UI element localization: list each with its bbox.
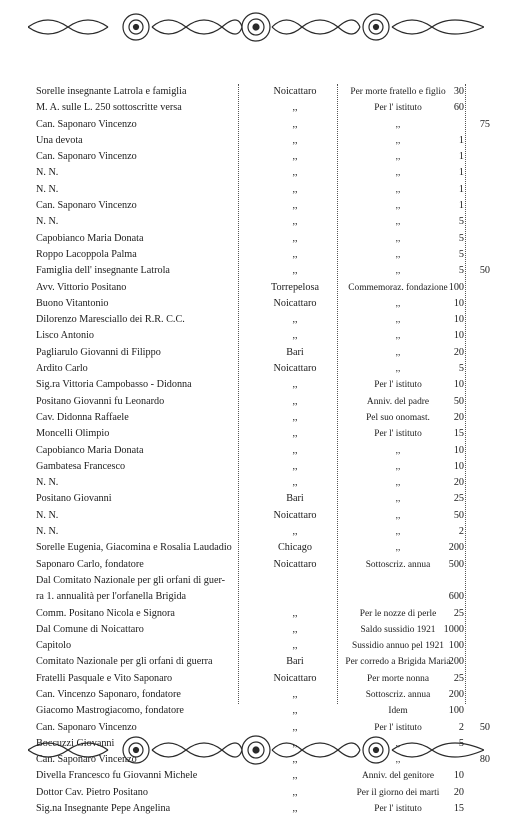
amount: 20 — [453, 346, 464, 358]
donation-row — [0, 491, 511, 507]
reason: ,, — [395, 347, 401, 358]
donation-row — [0, 459, 511, 475]
amount: 25 — [453, 493, 464, 505]
amount: 1 — [458, 134, 464, 146]
donor-name: N. N. — [36, 183, 59, 195]
donation-row — [0, 149, 511, 165]
donor-name: Can. Saponaro Vincenzo — [36, 200, 137, 212]
ornamental-border-top — [28, 10, 484, 44]
reason: Per l' istituto — [374, 103, 422, 114]
donor-name: Comm. Positano Nicola e Signora — [36, 607, 175, 619]
donation-row — [0, 231, 511, 247]
subtotal: 75 — [479, 118, 490, 130]
reason: ,, — [395, 298, 401, 309]
reason: Anniv. del genitore — [361, 771, 435, 782]
reason: ,, — [395, 527, 401, 538]
donor-name: Dal Comitato Nazionale per gli orfani di guer- — [36, 574, 226, 586]
place: Noicattaro — [273, 297, 317, 309]
place: Torrepelosa — [271, 281, 319, 293]
amount: 50 — [453, 509, 464, 521]
donor-name: Divella Francesco fu Giovanni Michele — [36, 770, 198, 782]
donation-row — [0, 426, 511, 442]
donation-row — [0, 508, 511, 524]
place: ,, — [292, 183, 298, 195]
place: ,, — [292, 265, 298, 277]
amount: 20 — [453, 786, 464, 798]
donor-name: Sorelle Eugenia, Giacomina e Rosalia Laudadio — [36, 542, 232, 554]
donor-name: Famiglia dell' insegnante Latrola — [36, 265, 170, 277]
place: ,, — [292, 248, 298, 260]
reason: ,, — [395, 152, 401, 163]
donation-row — [0, 768, 511, 784]
reason: ,, — [395, 119, 401, 130]
donation-row — [0, 573, 511, 589]
place: ,, — [292, 134, 298, 146]
donor-name: Can. Saponaro Vincenzo — [36, 754, 137, 766]
reason: Pel suo onomast. — [366, 412, 430, 423]
amount: 10 — [453, 770, 464, 782]
reason: ,, — [395, 510, 401, 521]
amount: 25 — [453, 672, 464, 684]
amount: 200 — [448, 688, 464, 700]
donation-row — [0, 540, 511, 556]
donor-name: Saponaro Carlo, fondatore — [36, 558, 144, 570]
reason: ,, — [395, 233, 401, 244]
place: ,, — [292, 200, 298, 212]
amount: 10 — [453, 379, 464, 391]
place: ,, — [292, 754, 298, 766]
donation-row — [0, 443, 511, 459]
donation-row — [0, 100, 511, 116]
place: ,, — [292, 232, 298, 244]
reason: ,, — [395, 364, 401, 375]
donation-row — [0, 165, 511, 181]
donor-name: Dottor Cav. Pietro Positano — [36, 786, 148, 798]
reason: ,, — [395, 266, 401, 277]
donor-name: Dilorenzo Maresciallo dei R.R. C.C. — [36, 314, 185, 326]
donor-name: N. N. — [36, 509, 59, 521]
donor-name: Can. Saponaro Vincenzo — [36, 151, 137, 163]
place: ,, — [292, 151, 298, 163]
donor-name: Fratelli Pasquale e Vito Saponaro — [36, 672, 173, 684]
place: Bari — [286, 493, 304, 505]
donation-row — [0, 328, 511, 344]
place: ,, — [292, 428, 298, 440]
donation-row — [0, 296, 511, 312]
place: ,, — [292, 216, 298, 228]
donor-name: Comitato Nazionale per gli orfani di guerra — [36, 656, 213, 668]
place: ,, — [292, 314, 298, 326]
amount: 15 — [453, 428, 464, 440]
donation-row — [0, 394, 511, 410]
amount: 5 — [458, 737, 464, 749]
donation-row — [0, 606, 511, 622]
donor-name: Can. Saponaro Vincenzo — [36, 118, 137, 130]
reason: Per l' istituto — [374, 722, 422, 733]
donor-name: Giacomo Mastrogiacomo, fondatore — [36, 705, 184, 717]
donor-name: N. N. — [36, 216, 59, 228]
amount: 200 — [448, 542, 464, 554]
donation-row — [0, 377, 511, 393]
amount: 100 — [448, 281, 464, 293]
place: ,, — [292, 330, 298, 342]
reason: ,, — [395, 543, 401, 554]
place: ,, — [292, 786, 298, 798]
reason: Anniv. del padre — [366, 396, 430, 407]
donation-row — [0, 280, 511, 296]
reason: Per il giorno dei marti — [356, 787, 440, 798]
donation-row — [0, 312, 511, 328]
amount: 1000 — [443, 623, 464, 635]
donor-name: M. A. sulle L. 250 sottoscritte versa — [36, 102, 182, 114]
place: Noicattaro — [273, 558, 317, 570]
amount: 10 — [453, 460, 464, 472]
place: ,, — [292, 460, 298, 472]
place: ,, — [292, 737, 298, 749]
donor-name: Roppo Lacoppola Palma — [36, 248, 137, 260]
amount: 2 — [458, 721, 464, 733]
donation-row — [0, 671, 511, 687]
amount: 60 — [453, 102, 464, 114]
amount: 600 — [448, 591, 464, 603]
reason: Idem — [388, 706, 408, 717]
donation-row — [0, 638, 511, 654]
reason: ,, — [395, 738, 401, 749]
donation-row — [0, 247, 511, 263]
donation-row — [0, 687, 511, 703]
place: ,, — [292, 688, 298, 700]
amount: 5 — [458, 363, 464, 375]
donor-name: Ardito Carlo — [36, 363, 88, 375]
reason: ,, — [395, 494, 401, 505]
reason: ,, — [395, 445, 401, 456]
donor-name: Buono Vitantonio — [36, 297, 109, 309]
amount: 10 — [453, 330, 464, 342]
donor-name: Capitolo — [36, 640, 72, 652]
donation-row — [0, 361, 511, 377]
place: ,, — [292, 803, 298, 815]
amount: 50 — [453, 395, 464, 407]
donor-name: Gambatesa Francesco — [36, 460, 126, 472]
reason: ,, — [395, 478, 401, 489]
amount: 25 — [453, 607, 464, 619]
reason: Per morte nonna — [367, 673, 429, 684]
donor-name: N. N. — [36, 526, 59, 538]
subtotal: 50 — [479, 721, 490, 733]
amount: 1 — [458, 167, 464, 179]
donation-row — [0, 622, 511, 638]
donation-row — [0, 524, 511, 540]
place: ,, — [292, 623, 298, 635]
amount: 2 — [458, 526, 464, 538]
donor-name: N. N. — [36, 477, 59, 489]
amount: 20 — [453, 411, 464, 423]
place: ,, — [292, 526, 298, 538]
donor-name: Positano Giovanni — [36, 493, 112, 505]
reason: ,, — [395, 217, 401, 228]
subtotal: 50 — [479, 265, 490, 277]
donor-name: Dal Comune di Noicattaro — [36, 623, 144, 635]
donation-row — [0, 198, 511, 214]
amount: 10 — [453, 444, 464, 456]
donor-name: Avv. Vittorio Positano — [36, 281, 127, 293]
place: ,, — [292, 477, 298, 489]
reason: Sottoscriz. annua — [365, 559, 431, 570]
reason: Per l' istituto — [374, 804, 422, 815]
donor-name: Sig.na Insegnante Pepe Angelina — [36, 803, 171, 815]
donor-name: Sorelle insegnante Latrola e famiglia — [36, 86, 187, 97]
amount: 20 — [453, 477, 464, 489]
donation-row — [0, 785, 511, 801]
place: ,, — [292, 102, 298, 114]
place: Noicattaro — [273, 509, 317, 521]
amount: 5 — [458, 265, 464, 277]
place: Noicattaro — [273, 672, 317, 684]
donor-name: Lisco Antonio — [36, 330, 95, 342]
donation-row — [0, 214, 511, 230]
donation-row — [0, 117, 511, 133]
amount: 10 — [453, 314, 464, 326]
amount: 5 — [458, 216, 464, 228]
amount: 1 — [458, 183, 464, 195]
amount: 5 — [458, 248, 464, 260]
donation-row — [0, 589, 511, 605]
amount: 200 — [448, 656, 464, 668]
reason: ,, — [395, 331, 401, 342]
donation-row — [0, 801, 511, 817]
reason: ,, — [395, 168, 401, 179]
donor-name: Capobianco Maria Donata — [36, 444, 144, 456]
amount: 500 — [448, 558, 464, 570]
donor-name: Positano Giovanni fu Leonardo — [36, 395, 165, 407]
reason: ,, — [395, 461, 401, 472]
amount: 30 — [453, 86, 464, 97]
ornamental-border-bottom — [28, 733, 484, 767]
place: ,, — [292, 167, 298, 179]
place: ,, — [292, 444, 298, 456]
subtotal: 80 — [479, 754, 490, 766]
place: ,, — [292, 395, 298, 407]
place: Chicago — [278, 542, 312, 554]
reason: Saldo sussidio 1921 — [360, 624, 436, 635]
donation-list — [0, 84, 511, 817]
donation-row — [0, 557, 511, 573]
place: ,, — [292, 379, 298, 391]
donor-name: Moncelli Olimpio — [36, 428, 110, 440]
donation-row — [0, 133, 511, 149]
reason: ,, — [395, 249, 401, 260]
donation-row — [0, 345, 511, 361]
donor-name: Can. Vincenzo Saponaro, fondatore — [36, 688, 181, 700]
place: Bari — [286, 346, 304, 358]
donor-name: ra 1. annualità per l'orfanella Brigida — [36, 591, 187, 603]
reason: ,, — [395, 755, 401, 766]
amount: 100 — [448, 705, 464, 717]
place: Noicattaro — [273, 86, 317, 97]
donation-row — [0, 182, 511, 198]
donation-row — [0, 410, 511, 426]
donor-name: Sig.ra Vittoria Campobasso - Didonna — [36, 379, 192, 391]
donation-row — [0, 475, 511, 491]
reason: Per l' istituto — [374, 380, 422, 391]
reason: Sottoscriz. annua — [365, 689, 431, 700]
donation-row — [0, 654, 511, 670]
reason: ,, — [395, 135, 401, 146]
donation-row — [0, 263, 511, 279]
amount: 15 — [453, 803, 464, 815]
amount: 1 — [458, 200, 464, 212]
place: Noicattaro — [273, 363, 317, 375]
reason: ,, — [395, 184, 401, 195]
donation-row — [0, 703, 511, 719]
place: ,, — [292, 640, 298, 652]
donor-name: Cav. Didonna Raffaele — [36, 411, 129, 423]
reason: Per morte fratello e figlio — [350, 87, 446, 97]
amount: 5 — [458, 232, 464, 244]
reason: ,, — [395, 201, 401, 212]
reason: Per le nozze di perle — [359, 608, 437, 619]
reason: Per l' istituto — [374, 429, 422, 440]
amount: 10 — [453, 297, 464, 309]
amount: 1 — [458, 151, 464, 163]
donor-name: N. N. — [36, 167, 59, 179]
donor-name: Boccuzzi Giovanni — [36, 737, 115, 749]
place: ,, — [292, 770, 298, 782]
reason: Commemoraz. fondazione — [348, 282, 448, 293]
donation-row — [0, 84, 511, 100]
reason: ,, — [395, 315, 401, 326]
place: ,, — [292, 705, 298, 717]
reason: Per corredo a Brigida Maria — [345, 657, 451, 668]
place: Bari — [286, 656, 304, 668]
donor-name: Capobianco Maria Donata — [36, 232, 144, 244]
place: ,, — [292, 721, 298, 733]
place: ,, — [292, 607, 298, 619]
donor-name: Una devota — [36, 134, 83, 146]
place: ,, — [292, 118, 298, 130]
donor-name: Can. Saponaro Vincenzo — [36, 721, 137, 733]
reason: Sussidio annuo pel 1921 — [352, 641, 444, 652]
amount: 100 — [448, 640, 464, 652]
place: ,, — [292, 411, 298, 423]
donor-name: Pagliarulo Giovanni di Filippo — [36, 346, 161, 358]
